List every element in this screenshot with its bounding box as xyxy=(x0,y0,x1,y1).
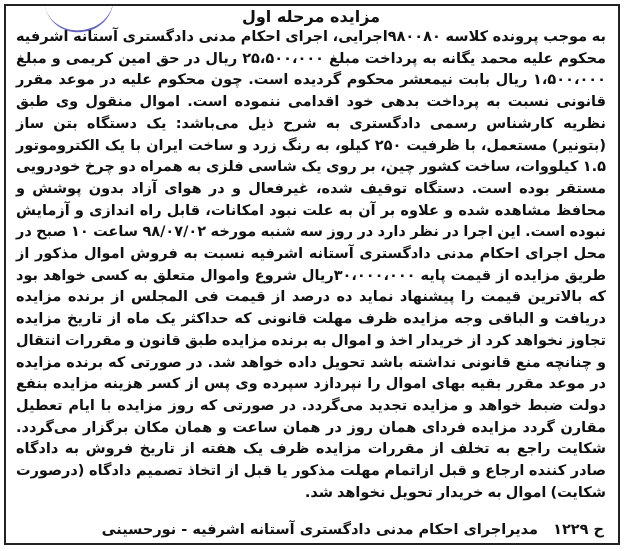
notice-title: مزایده مرحله اول xyxy=(241,7,381,26)
notice-footer xyxy=(102,520,604,540)
notice-code: ح ۱۲۲۹ xyxy=(553,522,604,538)
notice-box xyxy=(4,4,620,545)
notice-body: به موجب پرونده کلاسه ۹۸۰۰۸۰اجرایی، اجرای احکام مدنی دادگستری آستانه اشرفیه محکوم علیه محمد یگانه به پرداخت مبلغ ۲۵،۵۰۰،۰۰۰ ریال در حق امین کریمی و مبلغ ۱،۵۰۰،۰۰۰ ریال بابت نیمعشر محکوم گردیده است. چون محکوم علیه در موعد مقرر قانونی نسبت به پرداخت بدهی خود اقدامی ننموده است. اموال منقول وی طبق نظریه کارشناس رسمی دادگستری به شرح ذیل می‌باشد: یک دستگاه بتن ساز (بتونیر) مستعمل، با ظرفیت ۲۵۰ کیلو، به رنگ زرد و ساخت ایران با یک الکتروموتور ۱.۵ کیلووات، ساخت کشور چین، بر روی یک شاسی فلزی به همراه دو چرخ خودرویی مستقر بوده است. دستگاه توقیف شده، غیرفعال و در هوای آزاد بدون پوشش و محافظ مشاهده شده و علاوه بر آن به علت نبود امکانات، قابل راه اندازی و آزمایش نبوده است. این اجرا در نظر دارد در روز سه شنبه مورخه ۹۸/۰۷/۰۲ ساعت ۱۰ صبح در محل اجرای احکام مدنی دادگستری آستانه اشرفیه نسبت به فروش اموال مذکور از طریق مزایده از قیمت پایه ۳۰،۰۰۰،۰۰۰ریال شروع واموال متعلق به کسی خواهد بود که بالاترین قیمت را پیشنهاد نماید ده درصد از قیمت فی المجلس از برنده مزایده دریافت و الباقی وجه مزایده ظرف مهلت قانونی که حداکثر یک ماه از تاریخ مزایده تجاوز نخواهد کرد از خریدار اخذ و اموال به برنده مزایده طبق قانون و مقررات انتقال و چنانچه منع قانونی نداشته باشد تحویل داده خواهد شد. در صورتی که برنده مزایده در موعد مقرر بقیه بهای اموال را نپردازد سپرده وی پس از کسر هزینه مزایده بنفع دولت ضبط خواهد و مزایده تجدید می‌گردد. در صورتی که روز مزایده با ایام تعطیل مقارن گردد مزایده فردای همان روز در همان ساعت و همان مکان برگزار می‌گردد. شکایت راجع به تخلف از مقررات مزایده ظرف یک هفته از تاریخ فروش به دادگاه صادر کننده ارجاع و قبل ازاتمام مهلت مذکور یا قبل از اتخاذ تصمیم دادگاه (درصورت شکایت) اموال به خریدار تحویل نخواهد شد. xyxy=(16,29,607,501)
notice-signature: مدیراجرای احکام مدنی دادگستری آستانه اشرفیه - نورحسینی xyxy=(101,522,539,538)
